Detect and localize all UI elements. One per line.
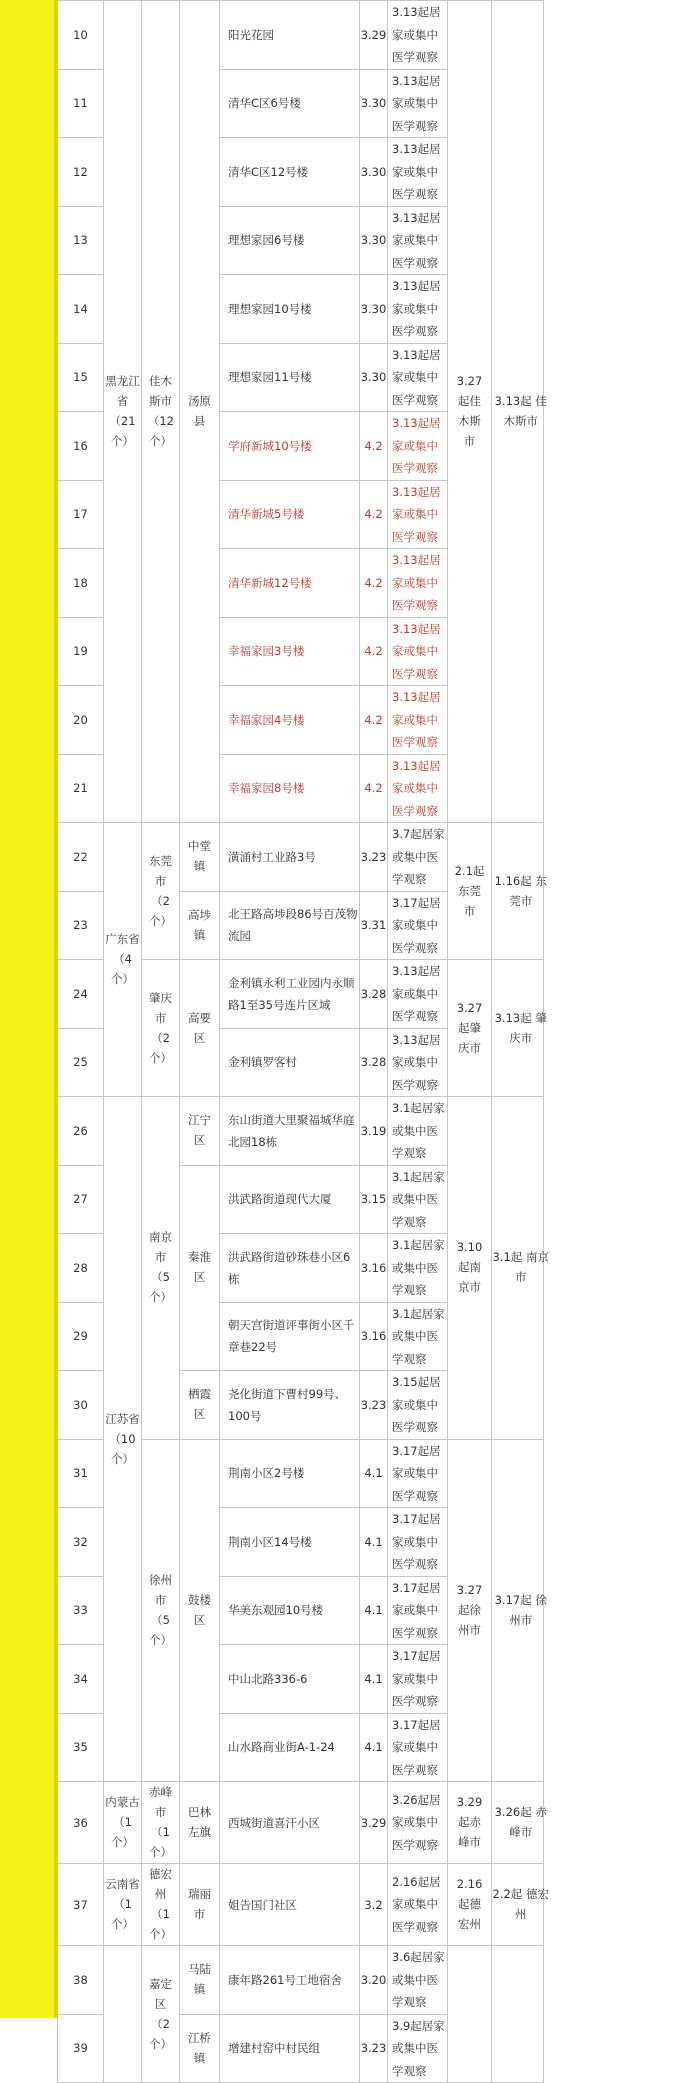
risk-area-table — [57, 0, 677, 2083]
row-number: 33 — [58, 1576, 104, 1645]
row-number: 18 — [58, 549, 104, 618]
date-cell: 3.28 — [360, 1028, 388, 1097]
date-cell: 4.2 — [360, 549, 388, 618]
observation-cell: 3.13起居家或集中医学观察 — [388, 617, 448, 686]
prov-empty-cell — [104, 1946, 142, 2083]
address-cell: 清华新城12号楼 — [220, 549, 360, 618]
dist-cell — [180, 2014, 220, 2083]
date-cell: 4.2 — [360, 412, 388, 481]
address-cell: 清华新城5号楼 — [220, 480, 360, 549]
n2-cell — [492, 960, 544, 1097]
address-cell: 潢涌村工业路3号 — [220, 823, 360, 892]
date-cell: 3.31 — [360, 891, 388, 960]
row-number: 29 — [58, 1302, 104, 1371]
observation-cell: 3.17起居家或集中医学观察 — [388, 1713, 448, 1782]
date-cell: 4.1 — [360, 1439, 388, 1508]
n1-label: 2.16起德宏州 — [455, 1874, 485, 1934]
date-cell: 3.30 — [360, 138, 388, 207]
dist-label: 瑞丽市 — [186, 1884, 214, 1924]
dist-label: 秦淮区 — [186, 1247, 214, 1287]
address-cell: 理想家园10号楼 — [220, 275, 360, 344]
row-number: 17 — [58, 480, 104, 549]
date-cell: 3.16 — [360, 1234, 388, 1303]
row-number: 22 — [58, 823, 104, 892]
city-cell — [142, 1782, 180, 1864]
n2-cell — [492, 1097, 544, 1440]
dist-label: 高埗镇 — [186, 905, 214, 945]
table-row — [58, 1, 677, 70]
date-cell: 4.1 — [360, 1576, 388, 1645]
prov-cell — [104, 1097, 142, 1782]
address-cell: 荆南小区14号楼 — [220, 1508, 360, 1577]
dist-cell — [180, 1439, 220, 1782]
risk-area-table-container — [57, 0, 677, 2018]
address-cell: 清华C区6号楼 — [220, 69, 360, 138]
row-number: 20 — [58, 686, 104, 755]
dist-cell — [180, 891, 220, 960]
dist-label: 江宁区 — [186, 1110, 214, 1150]
row-number: 16 — [58, 412, 104, 481]
observation-cell: 3.17起居家或集中医学观察 — [388, 1576, 448, 1645]
city-cell — [142, 1864, 180, 1946]
n1-label: 2.1起东莞市 — [455, 861, 485, 921]
dist-label: 栖霞区 — [186, 1384, 214, 1424]
observation-cell: 3.13起居家或集中医学观察 — [388, 343, 448, 412]
observation-cell: 3.1起居家或集中医学观察 — [388, 1234, 448, 1303]
observation-cell: 3.17起居家或集中医学观察 — [388, 1439, 448, 1508]
observation-cell: 3.13起居家或集中医学观察 — [388, 549, 448, 618]
city-label: 南京市（5个） — [148, 1227, 173, 1307]
table-row — [58, 1946, 677, 2015]
n2-cell — [492, 1, 544, 823]
observation-cell: 3.13起居家或集中医学观察 — [388, 686, 448, 755]
observation-cell: 3.13起居家或集中医学观察 — [388, 754, 448, 823]
n1-cell — [448, 823, 492, 960]
city-label: 肇庆市（2个） — [148, 988, 173, 1068]
n2-label: 3.1起 南京市 — [492, 1247, 550, 1287]
prov-label: 内蒙古（1个） — [105, 1792, 140, 1852]
n1-label: 3.27起肇庆市 — [455, 998, 485, 1058]
table-row — [58, 960, 677, 1029]
date-cell: 3.19 — [360, 1097, 388, 1166]
n1-cell — [448, 1097, 492, 1440]
row-number: 11 — [58, 69, 104, 138]
observation-cell: 3.13起居家或集中医学观察 — [388, 1028, 448, 1097]
n1-label: 3.27起徐州市 — [455, 1580, 485, 1640]
n2-cell — [492, 1864, 544, 1946]
address-cell: 尧化街道下曹村99号、100号 — [220, 1371, 360, 1440]
dist-cell — [180, 1946, 220, 2015]
address-cell: 金利镇永利工业园内永顺路1至35号连片区域 — [220, 960, 360, 1029]
n2-label: 3.17起 徐州市 — [492, 1590, 550, 1630]
n1-label: 3.10起南京市 — [455, 1237, 485, 1297]
observation-cell: 3.13起居家或集中医学观察 — [388, 138, 448, 207]
address-cell: 北王路高埗段86号百茂物流园 — [220, 891, 360, 960]
date-cell: 3.23 — [360, 2014, 388, 2083]
date-cell: 3.23 — [360, 823, 388, 892]
n2-empty-cell — [492, 1946, 544, 2083]
date-cell: 4.1 — [360, 1713, 388, 1782]
observation-cell: 3.13起居家或集中医学观察 — [388, 1, 448, 70]
n1-cell — [448, 1864, 492, 1946]
city-label: 徐州市（5个） — [148, 1570, 173, 1650]
row-number: 12 — [58, 138, 104, 207]
n2-label: 3.26起 赤峰市 — [492, 1802, 550, 1842]
n2-label: 3.13起 佳木斯市 — [492, 391, 550, 431]
row-number: 24 — [58, 960, 104, 1029]
dist-label: 高要区 — [186, 1008, 214, 1048]
date-cell: 3.30 — [360, 69, 388, 138]
city-cell — [142, 1097, 180, 1440]
city-cell — [142, 1, 180, 823]
date-cell: 3.16 — [360, 1302, 388, 1371]
address-cell: 康年路261号工地宿舍 — [220, 1946, 360, 2015]
date-cell: 3.29 — [360, 1, 388, 70]
observation-cell: 3.1起居家或集中医学观察 — [388, 1302, 448, 1371]
prov-label: 云南省（1个） — [105, 1874, 140, 1934]
row-number: 35 — [58, 1713, 104, 1782]
city-cell — [142, 1439, 180, 1782]
address-cell: 清华C区12号楼 — [220, 138, 360, 207]
city-label: 德宏州（1个） — [148, 1864, 173, 1944]
city-cell — [142, 960, 180, 1097]
address-cell: 洪武路街道砂珠巷小区6栋 — [220, 1234, 360, 1303]
row-number: 31 — [58, 1439, 104, 1508]
date-cell: 3.30 — [360, 206, 388, 275]
date-cell: 3.2 — [360, 1864, 388, 1946]
date-cell: 3.29 — [360, 1782, 388, 1864]
dist-label: 江桥镇 — [186, 2028, 214, 2068]
n1-empty-cell — [448, 1946, 492, 2083]
table-row — [58, 1782, 677, 1864]
dist-cell — [180, 1165, 220, 1371]
address-cell: 东山街道大里聚福城华庭北园18栋 — [220, 1097, 360, 1166]
n1-cell — [448, 1782, 492, 1864]
city-label: 赤峰市（1个） — [148, 1782, 173, 1862]
dist-label: 马陆镇 — [186, 1959, 214, 1999]
prov-label: 广东省（4个） — [105, 929, 140, 989]
observation-cell: 3.13起居家或集中医学观察 — [388, 412, 448, 481]
row-number: 39 — [58, 2014, 104, 2083]
observation-cell: 3.13起居家或集中医学观察 — [388, 69, 448, 138]
dist-label: 鼓楼区 — [186, 1590, 214, 1630]
prov-label: 黑龙江省（21个） — [105, 371, 140, 451]
dist-cell — [180, 1864, 220, 1946]
address-cell: 荆南小区2号楼 — [220, 1439, 360, 1508]
observation-cell: 3.13起居家或集中医学观察 — [388, 275, 448, 344]
n1-cell — [448, 960, 492, 1097]
row-number: 26 — [58, 1097, 104, 1166]
n1-cell — [448, 1, 492, 823]
address-cell: 华美东观园10号楼 — [220, 1576, 360, 1645]
row-number: 10 — [58, 1, 104, 70]
prov-cell — [104, 823, 142, 1097]
n1-cell — [448, 1439, 492, 1782]
date-cell: 4.2 — [360, 686, 388, 755]
observation-cell: 3.1起居家或集中医学观察 — [388, 1097, 448, 1166]
observation-cell: 3.7起居家或集中医学观察 — [388, 823, 448, 892]
table-row — [58, 1439, 677, 1508]
dist-label: 汤原县 — [186, 391, 214, 431]
date-cell: 4.2 — [360, 754, 388, 823]
observation-cell: 3.1起居家或集中医学观察 — [388, 1165, 448, 1234]
address-cell: 姐告国门社区 — [220, 1864, 360, 1946]
observation-cell: 3.26起居家或集中医学观察 — [388, 1782, 448, 1864]
n2-label: 1.16起 东莞市 — [492, 871, 550, 911]
prov-cell — [104, 1864, 142, 1946]
date-cell: 4.1 — [360, 1508, 388, 1577]
dist-cell — [180, 823, 220, 892]
address-cell: 幸福家园8号楼 — [220, 754, 360, 823]
row-number: 30 — [58, 1371, 104, 1440]
observation-cell: 3.17起居家或集中医学观察 — [388, 1508, 448, 1577]
observation-cell: 3.6起居家或集中医学观察 — [388, 1946, 448, 2015]
n1-label: 3.29起赤峰市 — [455, 1792, 485, 1852]
city-label: 东莞市（2个） — [148, 851, 173, 931]
dist-cell — [180, 1097, 220, 1166]
address-cell: 朝天宫街道评事街小区千章巷22号 — [220, 1302, 360, 1371]
yellow-margin-strip — [0, 0, 57, 2018]
dist-cell — [180, 1, 220, 823]
date-cell: 4.1 — [360, 1645, 388, 1714]
n2-label: 3.13起 肇庆市 — [492, 1008, 550, 1048]
address-cell: 增建村窑中村民组 — [220, 2014, 360, 2083]
dist-cell — [180, 1371, 220, 1440]
observation-cell: 3.15起居家或集中医学观察 — [388, 1371, 448, 1440]
row-number: 27 — [58, 1165, 104, 1234]
row-number: 21 — [58, 754, 104, 823]
row-number: 14 — [58, 275, 104, 344]
address-cell: 西城街道喜汗小区 — [220, 1782, 360, 1864]
dist-label: 巴林左旗 — [186, 1802, 214, 1842]
city-cell — [142, 1946, 180, 2083]
table-row — [58, 1864, 677, 1946]
date-cell: 3.23 — [360, 1371, 388, 1440]
city-label: 嘉定区（2个） — [148, 1974, 173, 2054]
dist-cell — [180, 1782, 220, 1864]
row-number: 13 — [58, 206, 104, 275]
city-cell — [142, 823, 180, 960]
date-cell: 4.2 — [360, 617, 388, 686]
table-row — [58, 823, 677, 892]
date-cell: 3.20 — [360, 1946, 388, 2015]
row-number: 23 — [58, 891, 104, 960]
observation-cell: 2.16起居家或集中医学观察 — [388, 1864, 448, 1946]
date-cell: 4.2 — [360, 480, 388, 549]
address-cell: 洪武路街道现代大厦 — [220, 1165, 360, 1234]
address-cell: 理想家园6号楼 — [220, 206, 360, 275]
address-cell: 幸福家园4号楼 — [220, 686, 360, 755]
observation-cell: 3.13起居家或集中医学观察 — [388, 960, 448, 1029]
address-cell: 金利镇罗客村 — [220, 1028, 360, 1097]
table-row — [58, 1097, 677, 1166]
address-cell: 理想家园11号楼 — [220, 343, 360, 412]
n1-label: 3.27起佳木斯市 — [455, 371, 485, 451]
n2-label: 2.2起 德宏州 — [492, 1884, 550, 1924]
observation-cell: 3.9起居家或集中医学观察 — [388, 2014, 448, 2083]
prov-label: 江苏省（10个） — [105, 1409, 140, 1469]
prov-cell — [104, 1, 142, 823]
dist-cell — [180, 960, 220, 1097]
address-cell: 学府新城10号楼 — [220, 412, 360, 481]
dist-label: 中堂镇 — [186, 836, 214, 876]
row-number: 34 — [58, 1645, 104, 1714]
address-cell: 中山北路336-6 — [220, 1645, 360, 1714]
observation-cell: 3.17起居家或集中医学观察 — [388, 891, 448, 960]
table-body — [58, 1, 677, 2083]
city-label: 佳木斯市（12个） — [148, 371, 173, 451]
address-cell: 阳光花园 — [220, 1, 360, 70]
row-number: 15 — [58, 343, 104, 412]
row-number: 28 — [58, 1234, 104, 1303]
address-cell: 山水路商业街A-1-24 — [220, 1713, 360, 1782]
n2-cell — [492, 823, 544, 960]
row-number: 36 — [58, 1782, 104, 1864]
observation-cell: 3.17起居家或集中医学观察 — [388, 1645, 448, 1714]
date-cell: 3.30 — [360, 343, 388, 412]
prov-cell — [104, 1782, 142, 1864]
date-cell: 3.28 — [360, 960, 388, 1029]
address-cell: 幸福家园3号楼 — [220, 617, 360, 686]
observation-cell: 3.13起居家或集中医学观察 — [388, 206, 448, 275]
row-number: 32 — [58, 1508, 104, 1577]
n2-cell — [492, 1439, 544, 1782]
row-number: 19 — [58, 617, 104, 686]
n2-cell — [492, 1782, 544, 1864]
row-number: 38 — [58, 1946, 104, 2015]
row-number: 37 — [58, 1864, 104, 1946]
date-cell: 3.30 — [360, 275, 388, 344]
observation-cell: 3.13起居家或集中医学观察 — [388, 480, 448, 549]
row-number: 25 — [58, 1028, 104, 1097]
date-cell: 3.15 — [360, 1165, 388, 1234]
